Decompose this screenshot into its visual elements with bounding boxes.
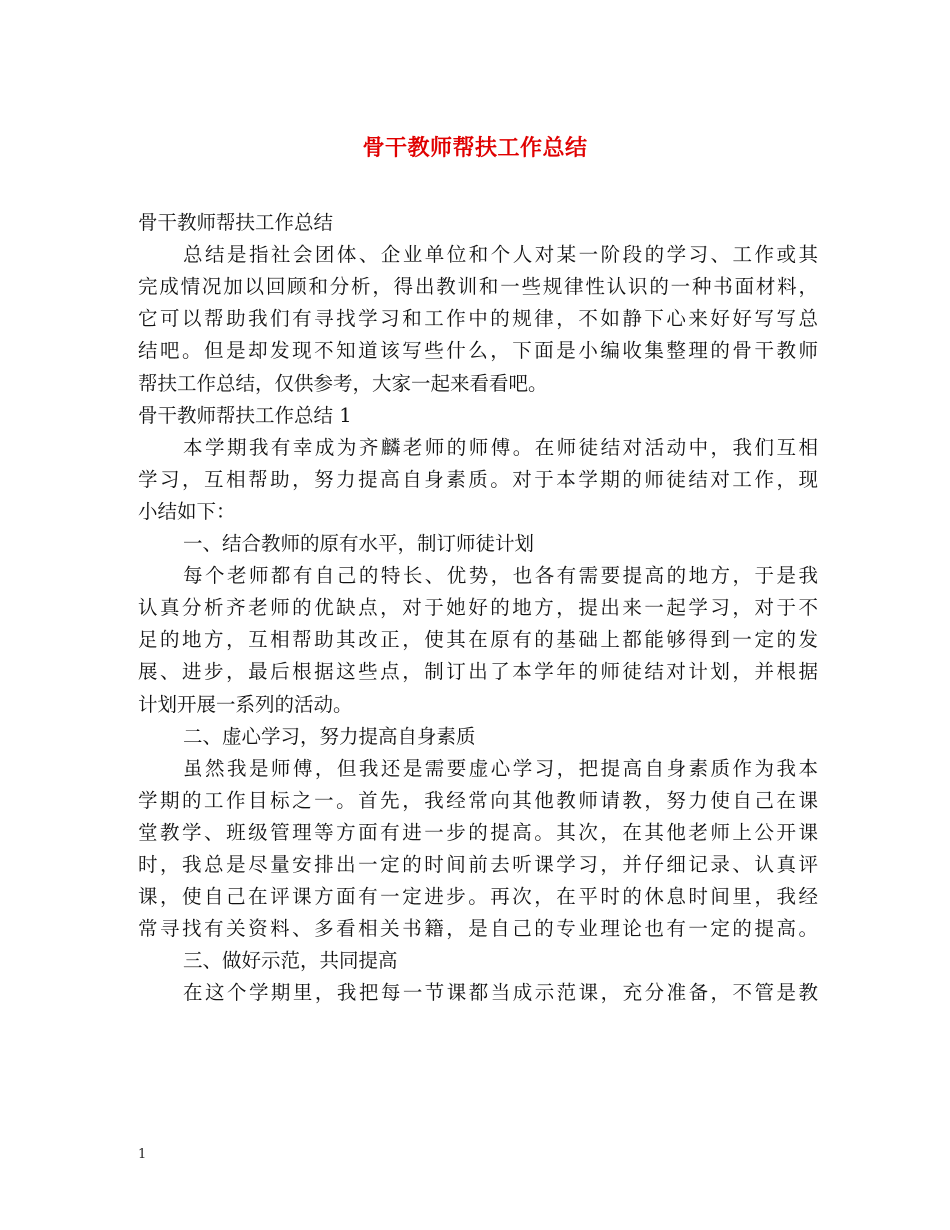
paragraph-line: 每个老师都有自己的特长、优势，也各有需要提高的地方，于是我 bbox=[183, 564, 818, 588]
paragraph-line: 计划开展一系列的活动。 bbox=[138, 692, 353, 716]
paragraph-line: 虽然我是师傅，但我还是需要虚心学习，把提高自身素质作为我本 bbox=[183, 756, 818, 780]
paragraph-line: 总结是指社会团体、企业单位和个人对某一阶段的学习、工作或其 bbox=[183, 243, 818, 267]
paragraph-line: 结吧。但是却发现不知道该写些什么，下面是小编收集整理的骨干教师 bbox=[138, 339, 818, 363]
paragraph-line: 它可以帮助我们有寻找学习和工作中的规律，不如静下心来好好写写总 bbox=[138, 307, 818, 331]
paragraph-line: 在这个学期里，我把每一节课都当成示范课，充分准备，不管是教 bbox=[183, 981, 818, 1005]
paragraph-line: 学期的工作目标之一。首先，我经常向其他教师请教，努力使自己在课 bbox=[138, 788, 818, 812]
paragraph-line: 堂教学、班级管理等方面有进一步的提高。其次，在其他老师上公开课 bbox=[138, 820, 818, 844]
paragraph-line: 常寻找有关资料、多看相关书籍，是自己的专业理论也有一定的提高。 bbox=[138, 917, 818, 941]
paragraph-line: 骨干教师帮扶工作总结 1 bbox=[138, 403, 352, 427]
paragraph-line: 学习，互相帮助，努力提高自身素质。对于本学期的师徒结对工作，现 bbox=[138, 467, 818, 491]
paragraph-line: 本学期我有幸成为齐麟老师的师傅。在师徒结对活动中，我们互相 bbox=[183, 435, 818, 459]
paragraph-line: 展、进步，最后根据这些点，制订出了本学年的师徒结对计划，并根据 bbox=[138, 660, 818, 684]
page-number: 1 bbox=[138, 1147, 147, 1162]
paragraph-line: 三、做好示范，共同提高 bbox=[183, 949, 398, 973]
paragraph-line: 完成情况加以回顾和分析，得出教训和一些规律性认识的一种书面材料， bbox=[138, 275, 818, 299]
paragraph-line: 认真分析齐老师的优缺点，对于她好的地方，提出来一起学习，对于不 bbox=[138, 596, 818, 620]
paragraph-line: 一、结合教师的原有水平，制订师徒计划 bbox=[183, 532, 535, 555]
paragraph-line: 小结如下： bbox=[138, 499, 236, 523]
paragraph-line: 足的地方，互相帮助其改正，使其在原有的基础上都能够得到一定的发 bbox=[138, 628, 818, 652]
paragraph-line: 二、虚心学习，努力提高自身素质 bbox=[183, 724, 476, 748]
paragraph-line: 帮扶工作总结，仅供参考，大家一起来看看吧。 bbox=[138, 371, 548, 395]
paragraph-line: 课，使自己在评课方面有一定进步。再次，在平时的休息时间里，我经 bbox=[138, 885, 818, 909]
paragraph-line: 时，我总是尽量安排出一定的时间前去听课学习，并仔细记录、认真评 bbox=[138, 853, 818, 876]
paragraph-line: 骨干教师帮扶工作总结 bbox=[138, 211, 334, 234]
document-title: 骨干教师帮扶工作总结 bbox=[362, 135, 588, 161]
